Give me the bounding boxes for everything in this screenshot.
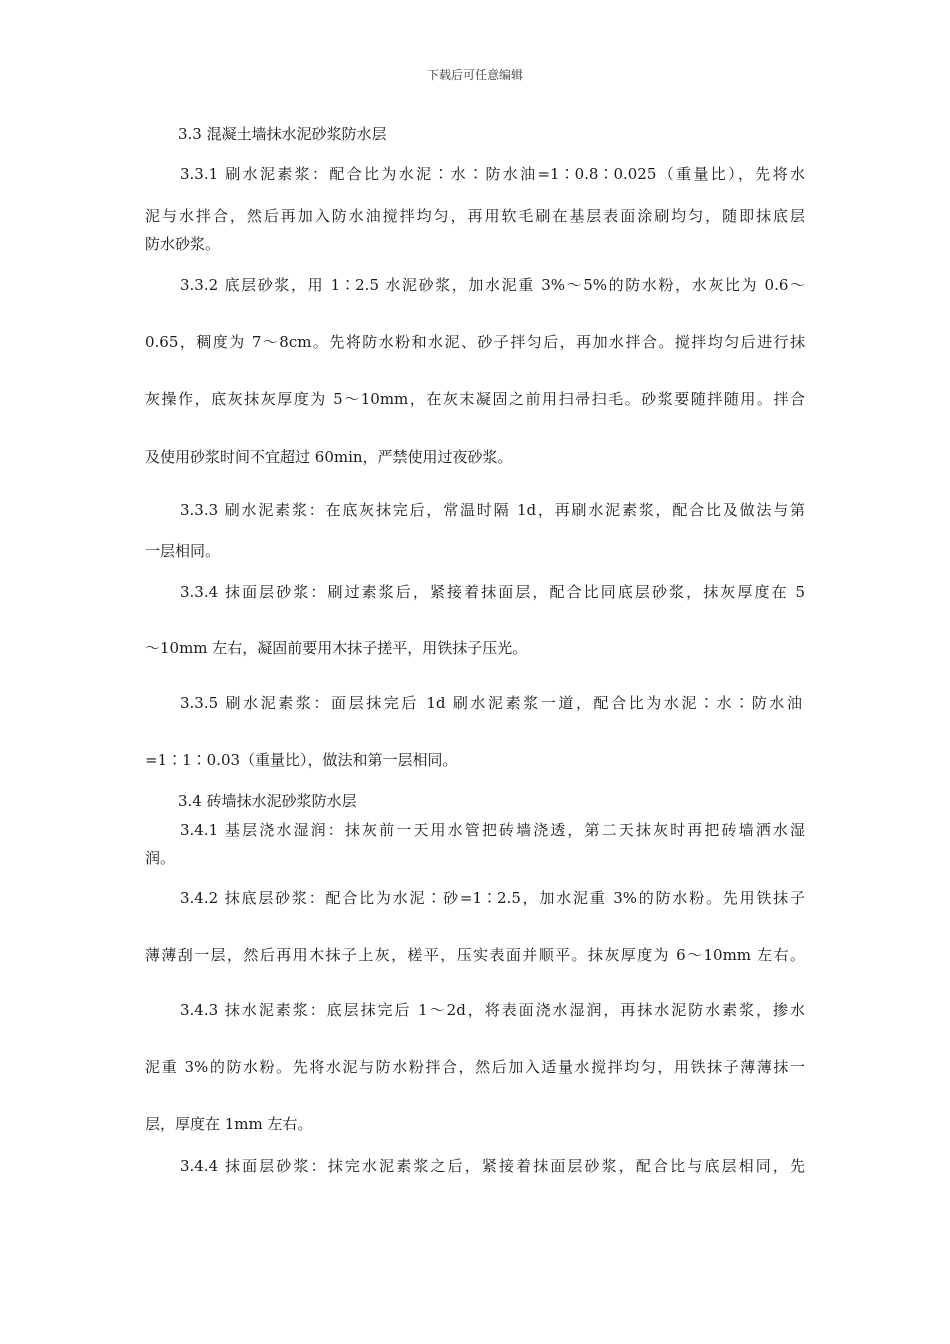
paragraph-line: =1∶1∶0.03（重量比），做法和第一层相同。 — [145, 751, 458, 769]
paragraph-line: 及使用砂浆时间不宜超过 60min，严禁使用过夜砂浆。 — [145, 448, 513, 466]
paragraph-line: 层，厚度在 1mm 左右。 — [145, 1115, 313, 1133]
paragraph-line: 3.3.2 底层砂浆，用 1∶2.5 水泥砂浆，加水泥重 3%～5%的防水粉，水灰比为 0.6～ — [180, 276, 805, 294]
paragraph-line: 3.4.3 抹水泥素浆：底层抹完后 1～2d，将表面浇水湿润，再抹水泥防水素浆，掺水 — [180, 1001, 805, 1019]
page-header: 下载后可任意编辑 — [426, 68, 523, 82]
section-heading: 3.4 砖墙抹水泥砂浆防水层 — [178, 792, 357, 810]
paragraph-line: 3.4.1 基层浇水湿润：抹灰前一天用水管把砖墙浇透，第二天抹灰时再把砖墙洒水湿 — [180, 821, 805, 839]
paragraph-line: 灰操作，底灰抹灰厚度为 5～10mm，在灰末凝固之前用扫帚扫毛。砂浆要随拌随用。拌合 — [145, 390, 805, 408]
paragraph-line: 3.3.4 抹面层砂浆：刷过素浆后，紧接着抹面层，配合比同底层砂浆，抹灰厚度在 5 — [180, 583, 805, 601]
paragraph-line: 薄薄刮一层，然后再用木抹子上灰，槎平，压实表面并顺平。抹灰厚度为 6～10mm 左右。 — [145, 946, 805, 964]
section-heading: 3.3 混凝土墙抹水泥砂浆防水层 — [178, 125, 387, 143]
paragraph-line: 一层相同。 — [145, 542, 221, 560]
paragraph-line: 3.4.2 抹底层砂浆：配合比为水泥∶砂=1∶2.5，加水泥重 3%的防水粉。先用铁抹子 — [180, 889, 805, 907]
paragraph-line: 3.3.3 刷水泥素浆：在底灰抹完后，常温时隔 1d，再刷水泥素浆，配合比及做法与第 — [180, 501, 805, 519]
paragraph-line: 防水砂浆。 — [145, 235, 221, 253]
paragraph-line: 3.4.4 抹面层砂浆：抹完水泥素浆之后，紧接着抹面层砂浆，配合比与底层相同，先 — [180, 1157, 805, 1175]
paragraph-line: 泥重 3%的防水粉。先将水泥与防水粉拌合，然后加入适量水搅拌均匀，用铁抹子薄薄抹一 — [145, 1058, 805, 1076]
paragraph-line: 泥与水拌合，然后再加入防水油搅拌均匀，再用软毛刷在基层表面涂刷均匀，随即抹底层 — [145, 207, 805, 225]
paragraph-line: ～10mm 左右，凝固前要用木抹子搓平，用铁抹子压光。 — [145, 639, 528, 657]
paragraph-line: 3.3.1 刷水泥素浆：配合比为水泥∶水∶防水油=1∶0.8∶0.025（重量比），先将水 — [180, 165, 805, 183]
paragraph-line: 0.65，稠度为 7～8cm。先将防水粉和水泥、砂子拌匀后，再加水拌合。搅拌均匀后进行抹 — [145, 333, 805, 351]
paragraph-line: 润。 — [145, 849, 176, 867]
paragraph-line: 3.3.5 刷水泥素浆：面层抹完后 1d 刷水泥素浆一道，配合比为水泥∶水∶防水油 — [180, 694, 802, 712]
